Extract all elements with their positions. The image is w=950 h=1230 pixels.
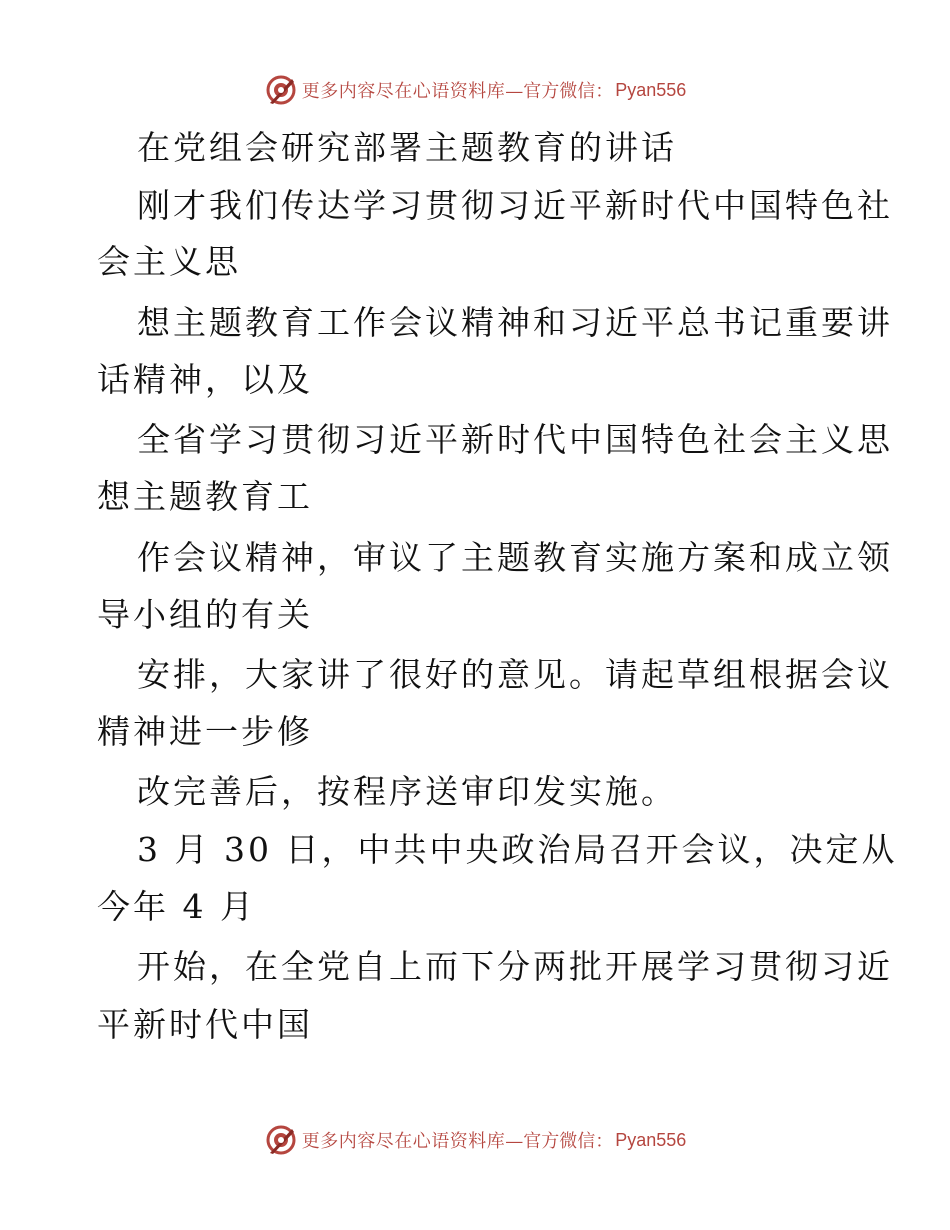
text-line: 刚才我们传达学习贯彻习近平新时代中国特色社: [137, 186, 893, 225]
banner-wechat-id: Pyan556: [615, 79, 687, 100]
banner-wechat-id: Pyan556: [615, 1129, 687, 1150]
text-line: 平新时代中国: [97, 1005, 313, 1044]
header-watermark-banner: [0, 70, 950, 110]
banner-wechat-label: —官方微信：: [505, 1131, 614, 1152]
text-line: 安排，大家讲了很好的意见。请起草组根据会议: [137, 655, 893, 694]
banner-wechat-label: —官方微信：: [505, 81, 614, 102]
text-line: 想主题教育工作会议精神和习近平总书记重要讲: [137, 303, 893, 342]
banner-site-text: 更多内容尽在心语资料库: [301, 81, 506, 102]
text-line: 会主义思: [97, 242, 241, 281]
text-line: 导小组的有关: [97, 595, 313, 634]
quill-logo-icon: [264, 73, 298, 107]
text-line: 全省学习贯彻习近平新时代中国特色社会主义思: [137, 420, 893, 459]
text-line: 今年 4 月: [97, 887, 256, 926]
text-line: 想主题教育工: [97, 477, 313, 516]
text-line: 3 月 30 日，中共中央政治局召开会议，决定从: [137, 830, 898, 869]
quill-logo-icon: [264, 1123, 298, 1157]
footer-watermark-banner: [0, 1120, 950, 1160]
document-title: 在党组会研究部署主题教育的讲话: [137, 128, 677, 167]
text-line: 改完善后，按程序送审印发实施。: [137, 772, 677, 811]
text-line: 话精神，以及: [97, 360, 313, 399]
text-line: 开始，在全党自上而下分两批开展学习贯彻习近: [137, 947, 893, 986]
text-line: 精神进一步修: [97, 712, 313, 751]
text-line: 作会议精神，审议了主题教育实施方案和成立领: [137, 538, 893, 577]
banner-site-text: 更多内容尽在心语资料库: [301, 1131, 506, 1152]
